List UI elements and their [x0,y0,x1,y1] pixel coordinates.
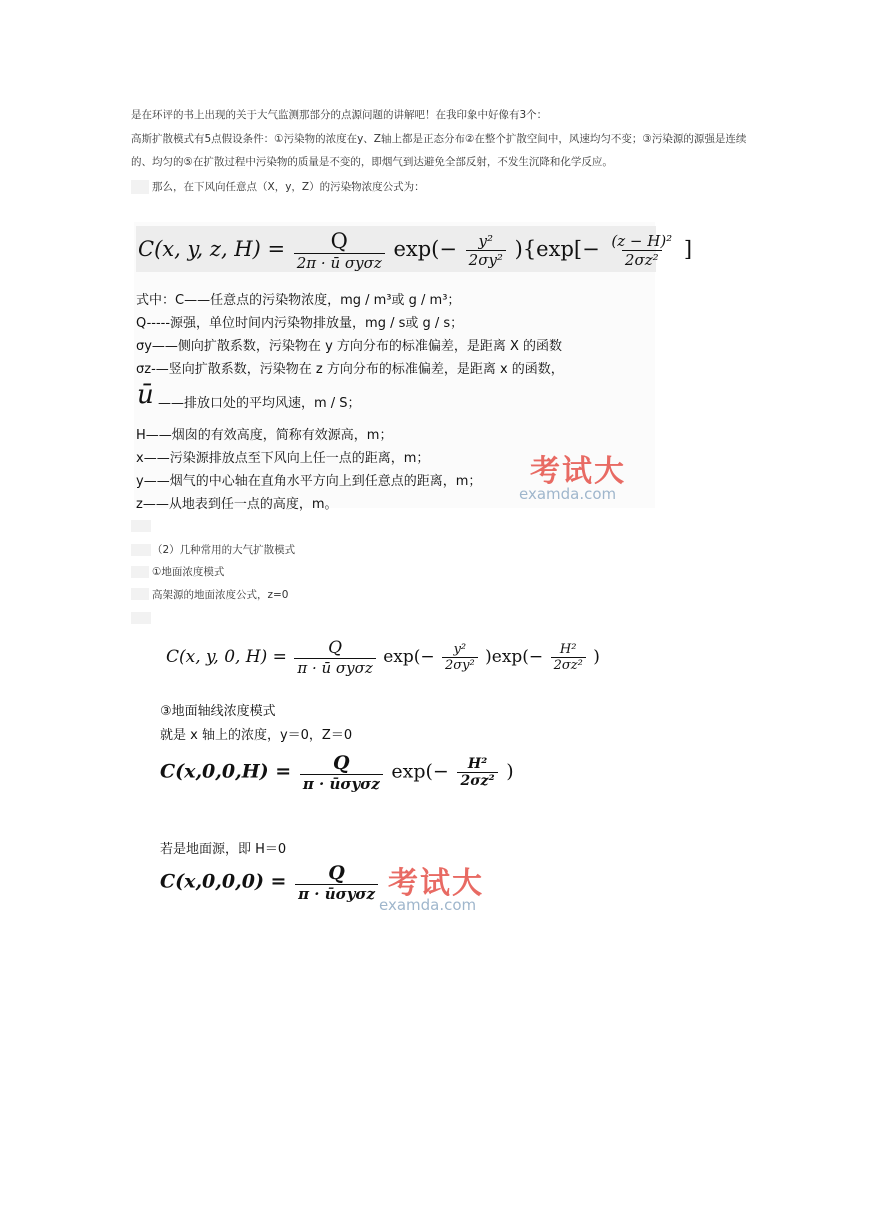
def-h: H——烟囱的有效高度，简称有效源高，m； [136,428,393,443]
def-u: ——排放口处的平均风速，m / S； [158,396,361,411]
indent-shade [131,180,149,194]
shade-block [131,520,151,532]
watermark-logo-cn-2: 考试大 [388,866,484,901]
watermark-logo-cn: 考试大 [530,454,626,489]
def-c: 式中：C——任意点的污染物浓度，mg / m³或 g / m³； [136,293,461,308]
intro-line-3: 的、均匀的⑤在扩散过程中污染物的质量是不变的，即烟气到达避免全部反射，不发生沉降和化学反应。 [131,156,613,168]
surface-formula: C(x,0,0,0) = $\frac{Q}{\text{π · ūσyσz}}$ [160,862,380,903]
shade-block [131,544,151,556]
axis-formula: C(x,0,0,H) = $\frac{Q}{\text{π · ūσyσz}}$ exp(− $\frac{\text{H²}}{\text{2σz²}}$ ) [160,752,514,793]
shade-block [131,566,149,578]
intro-line-2: 高斯扩散模式有5点假设条件：①污染物的浓度在y、Z轴上都是正态分布②在整个扩散空间中，风速均匀不变；③污染源的源强是连续 [131,133,747,145]
u-bar-symbol: ū [137,380,154,410]
watermark-logo-en-2: examda.com [379,896,477,914]
watermark-logo-en: examda.com [519,485,617,503]
shade-block [131,588,149,600]
section2-text: 高架源的地面浓度公式，z=0 [152,589,289,601]
def-y: y——烟气的中心轴在直角水平方向上到任意点的距离，m； [136,474,482,489]
section4-text: 若是地面源，即 H＝0 [160,842,287,857]
def-sigma-y: σy——侧向扩散系数，污染物在 y 方向分布的标准偏差，是距离 X 的函数 [136,339,563,354]
section3-text: 就是 x 轴上的浓度，y＝0，Z＝0 [160,728,353,743]
intro-line-1: 是在环评的书上出现的关于大气监测那部分的点源问题的讲解吧！在我印象中好像有3个： [131,109,548,121]
ground-formula: C(x, y, 0, H) = $\frac{Q}{\text{π · ū σyσz}}$ exp(− $\frac{\text{y²}}{\text{2σy²}}$ )exp(− $\frac{\text{H²}}{\text{2σz²}}$ ) [166,638,600,677]
shade-block [131,612,151,624]
section2-title: （2）几种常用的大气扩散模式 [152,544,296,556]
main-formula: C(x, y, z, H) = $\frac{Q}{\text{2π · ū σyσz}}$ exp(− $\frac{\text{y²}}{\text{2σy²}}$ ){exp[− $\frac{\text{(z − H)²}}{\text{2σz²}}$ ] [138,229,693,272]
intro-line-4: 那么，在下风向任意点（X，y，Z）的污染物浓度公式为： [152,181,425,193]
def-sigma-z: σz-—竖向扩散系数，污染物在 z 方向分布的标准偏差，是距离 x 的函数， [136,362,564,377]
def-z: z——从地表到任一点的高度，m。 [136,497,338,512]
def-x: x——污染源排放点至下风向上任一点的距离，m； [136,451,430,466]
section3-title: ③地面轴线浓度模式 [160,704,276,719]
section2-subtitle: ①地面浓度模式 [152,566,225,578]
def-q: Q-----源强，单位时间内污染物排放量，mg / s或 g / s； [136,316,464,331]
